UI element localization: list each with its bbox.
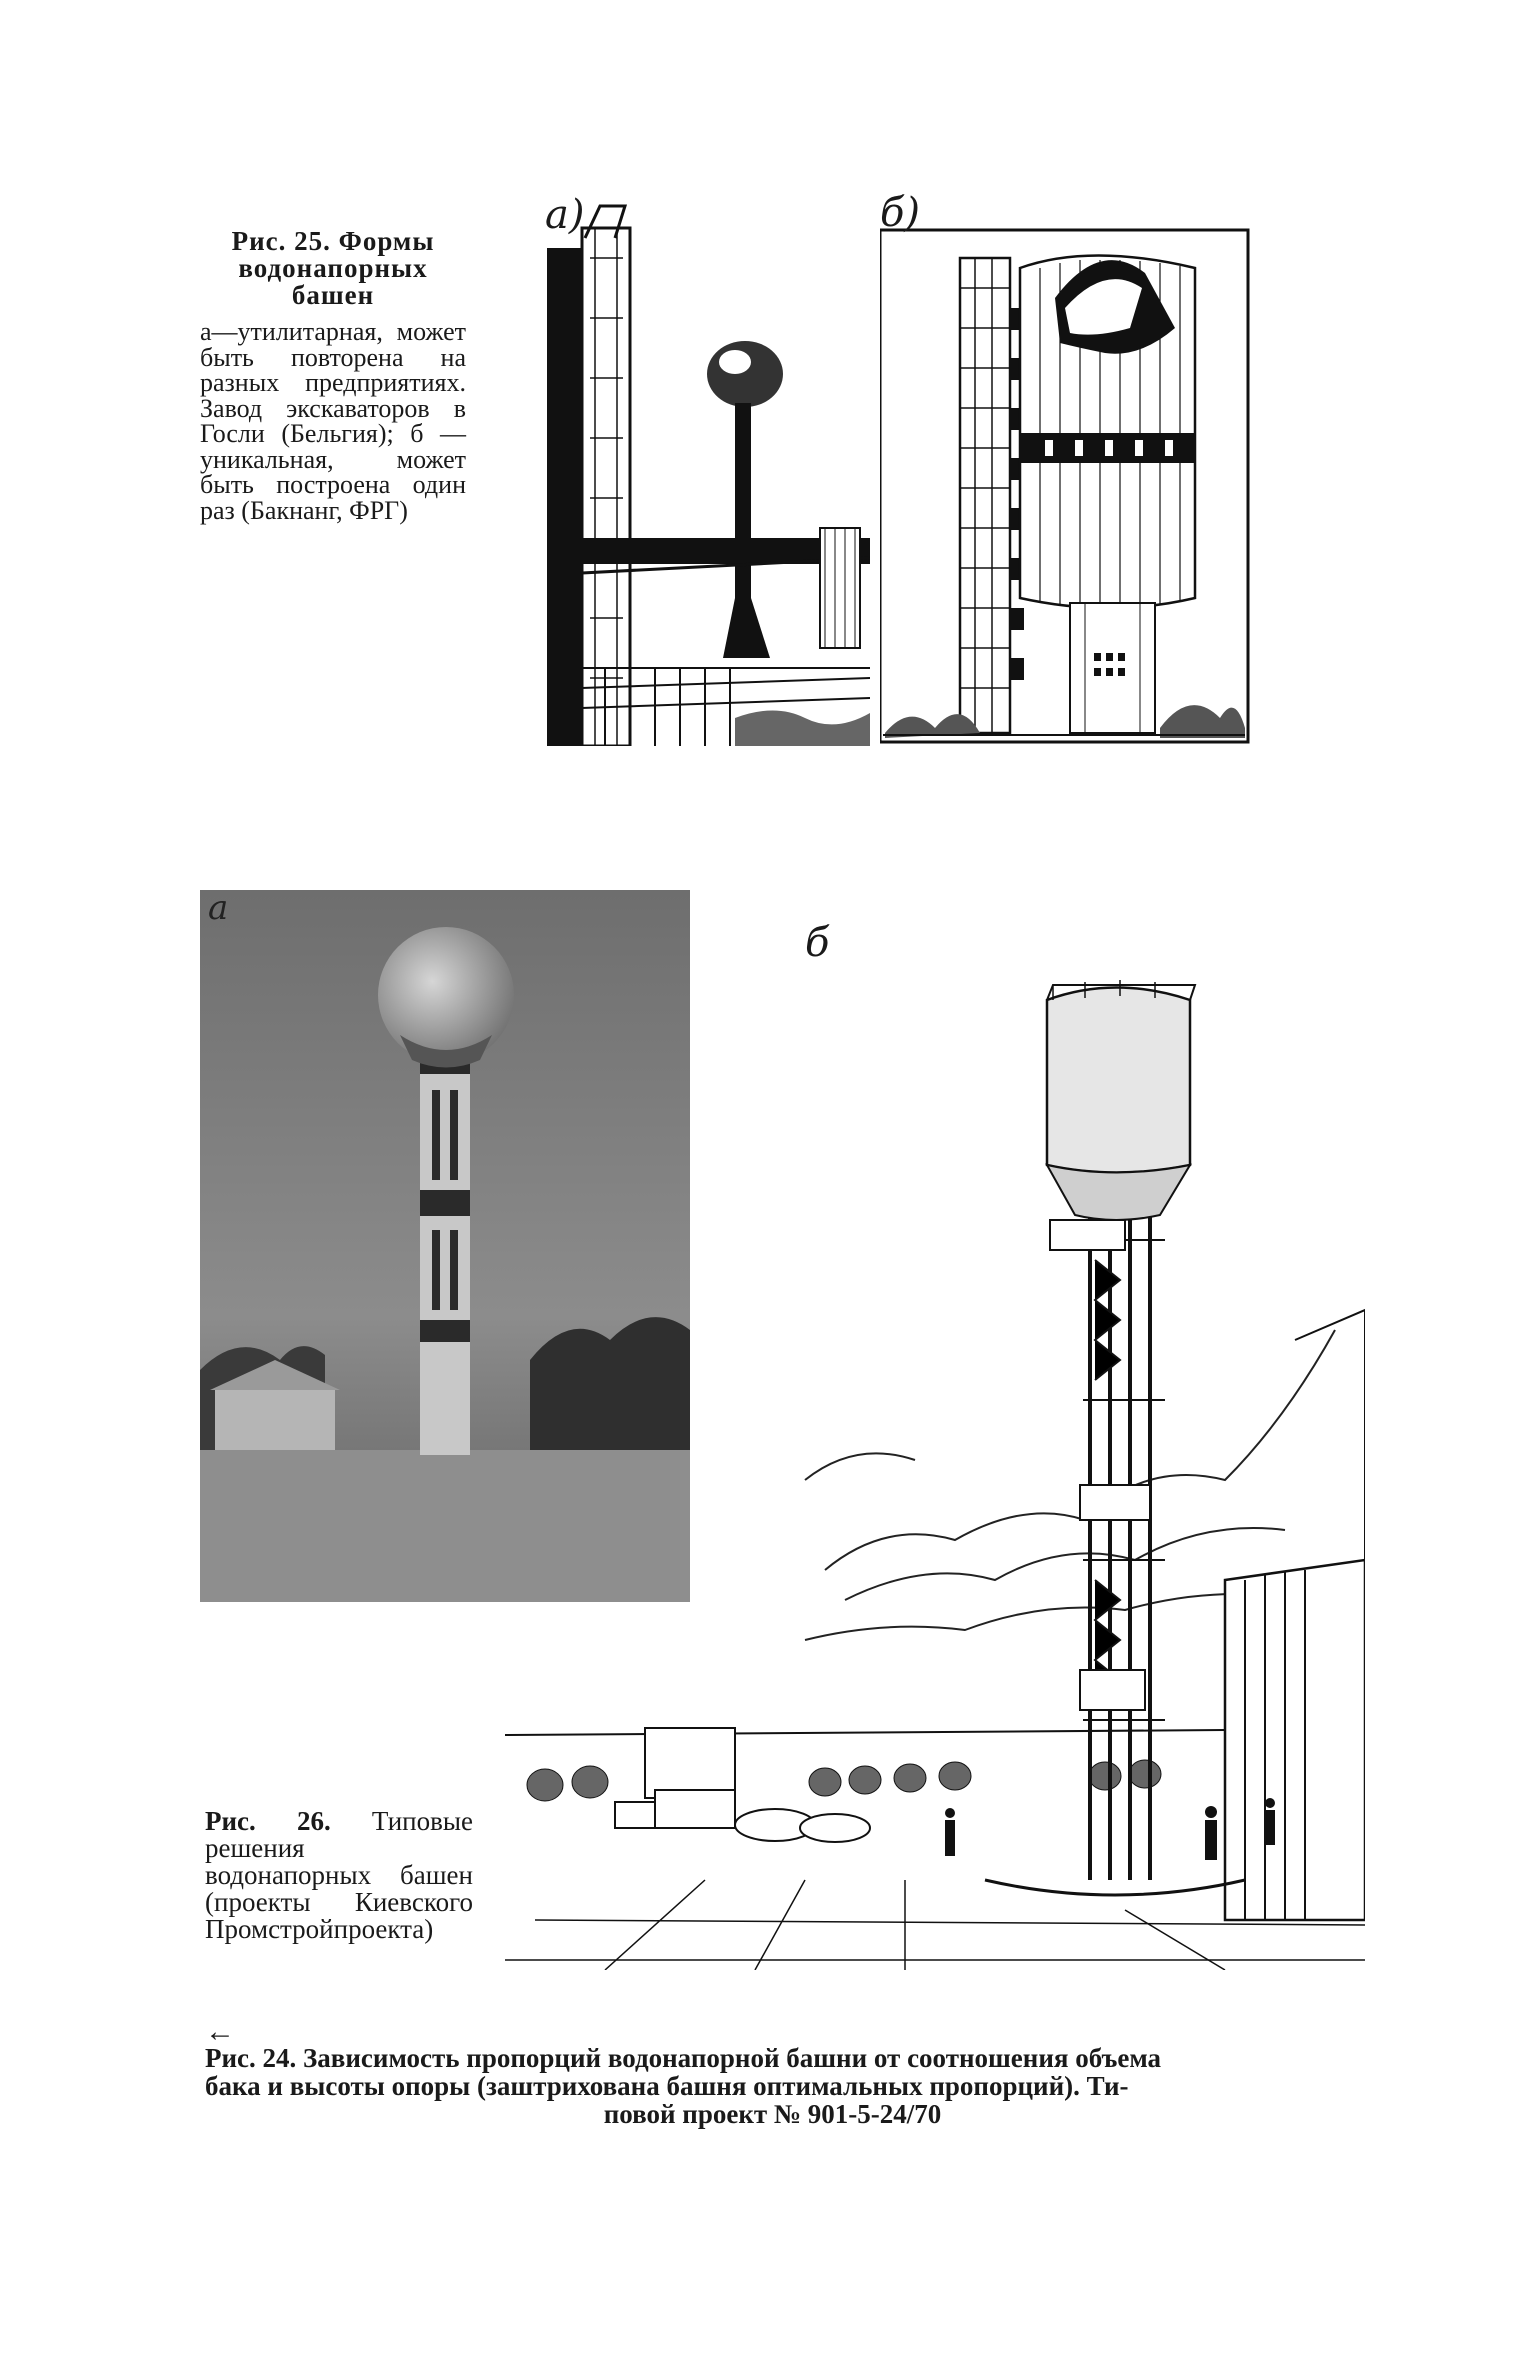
fig25-title: Рис. 25. Формы водонапорных башен [231, 226, 435, 310]
fig25-panel-b [880, 190, 1250, 746]
fig25a-label: а) [545, 192, 585, 238]
fig25-caption [200, 228, 466, 523]
fig24-line-3: повой проект № 901-5-24/70 [603, 2099, 942, 2129]
fig26-panel-b [505, 920, 1365, 1970]
fig26a-label: а [208, 888, 229, 928]
fig25a-drawing [545, 198, 870, 746]
fig26b-drawing [505, 920, 1365, 1970]
fig24-caption [205, 2015, 1340, 2129]
fig24-line-1: Рис. 24. Зависимость пропорций водонапорной башни от соотношения объема [205, 2043, 1162, 2073]
fig25b-label: б) [880, 190, 921, 236]
fig26-title: Рис. 26. [205, 1806, 331, 1836]
fig24-line-2: бака и высоты опоры (заштрихована башня оптимальных пропорций). Ти- [205, 2071, 1129, 2101]
fig26b-label: б [805, 920, 830, 966]
fig26-caption [205, 1808, 473, 1943]
fig25b-drawing [880, 198, 1250, 746]
fig25-description: а—утилитарная, может быть повторена на разных предприятиях. Завод экскаваторов в Госли (Бельгия); б — уникальная, может быть построена один раз (Бакнанг, ФРГ) [200, 317, 466, 525]
back-arrow-icon: ← [205, 2015, 235, 2048]
fig26-description: Типовые решения водонапорных башен (проекты Киевского Промстройпроекта) [205, 1806, 473, 1944]
fig25-panel-a [545, 192, 870, 746]
